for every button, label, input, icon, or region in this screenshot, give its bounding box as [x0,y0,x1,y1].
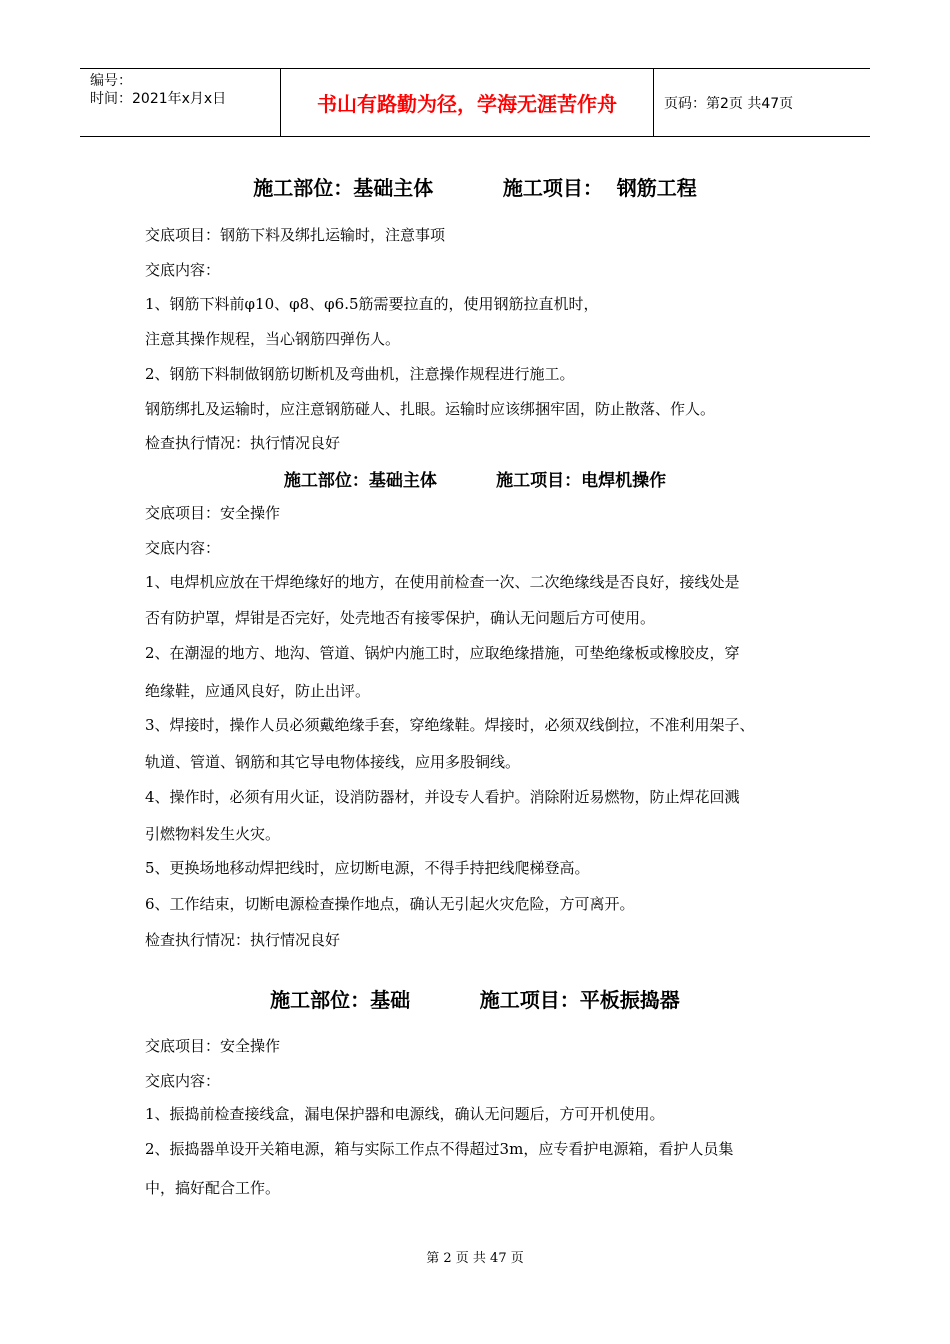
text-line: 交底项目：钢筋下料及绑扎运输时，注意事项 [145,226,446,244]
text-line: 交底内容： [145,1072,221,1090]
section-title-vibrator: 施工部位：基础 施工项目：平板振捣器 [270,988,680,1012]
text-line: 交底项目：安全操作 [145,504,281,522]
section-title-welder: 施工部位：基础主体 施工项目：电焊机操作 [283,471,667,491]
text-line: 交底内容： [145,261,221,279]
text-line: 5、更换场地移动焊把线时，应切断电源，不得手持把线爬梯登高。 [145,859,590,877]
text-line: 注意其操作规程，当心钢筋四弹伤人。 [145,330,401,348]
page-header [80,68,870,137]
text-line: 交底项目：安全操作 [145,1037,281,1055]
date-label: 时间：2021年x月x日 [90,91,227,107]
text-line: 6、工作结束，切断电源检查操作地点，确认无引起火灾危险，方可离开。 [145,895,635,913]
header-page-info: 页码：第2页 共47页 [664,95,794,112]
text-line: 交底内容： [145,539,221,557]
text-line: 钢筋绑扎及运输时，应注意钢筋碰人、扎眼。运输时应该绑捆牢固，防止散落、作人。 [145,400,716,418]
text-line: 2、振捣器单设开关箱电源，箱与实际工作点不得超过3m，应专看护电源箱，看护人员集 [145,1140,734,1158]
page-footer: 第 2 页 共 47 页 [426,1251,524,1266]
text-line: 2、在潮湿的地方、地沟、管道、锅炉内施工时，应取绝缘措施，可垫绝缘板或橡胶皮，穿 [145,644,740,662]
text-line: 检查执行情况：执行情况良好 [145,434,341,452]
text-line: 绝缘鞋，应通风良好，防止出评。 [145,682,371,700]
text-line: 1、钢筋下料前φ10、φ8、φ6.5筋需要拉直的，使用钢筋拉直机时， [145,295,599,313]
text-line: 1、电焊机应放在干焊绝缘好的地方，在使用前检查一次、二次绝缘线是否良好，接线处是 [145,573,740,591]
text-line: 2、钢筋下料制做钢筋切断机及弯曲机，注意操作规程进行施工。 [145,365,575,383]
text-line: 1、振捣前检查接线盒，漏电保护器和电源线，确认无问题后，方可开机使用。 [145,1105,665,1123]
text-line: 中，搞好配合工作。 [145,1179,281,1197]
text-line: 4、操作时，必须有用火证，设消防器材，并设专人看护。消除附近易燃物，防止焊花回溅 [145,788,740,806]
section-title-rebar: 施工部位：基础主体 施工项目： 钢筋工程 [253,176,697,200]
text-line: 引燃物料发生火灾。 [145,825,281,843]
header-meta [80,69,281,136]
text-line: 轨道、管道、钢筋和其它导电物体接线，应用多股铜线。 [145,753,521,771]
document-number-label: 编号： [90,73,132,89]
header-motto: 书山有路勤为径，学海无涯苦作舟 [281,69,654,136]
text-line: 否有防护罩，焊钳是否完好，处壳地否有接零保护，确认无问题后方可使用。 [145,609,656,627]
text-line: 3、焊接时，操作人员必须戴绝缘手套，穿绝缘鞋。焊接时，必须双线倒拉，不准利用架子、 [145,716,755,734]
text-line: 检查执行情况：执行情况良好 [145,931,341,949]
